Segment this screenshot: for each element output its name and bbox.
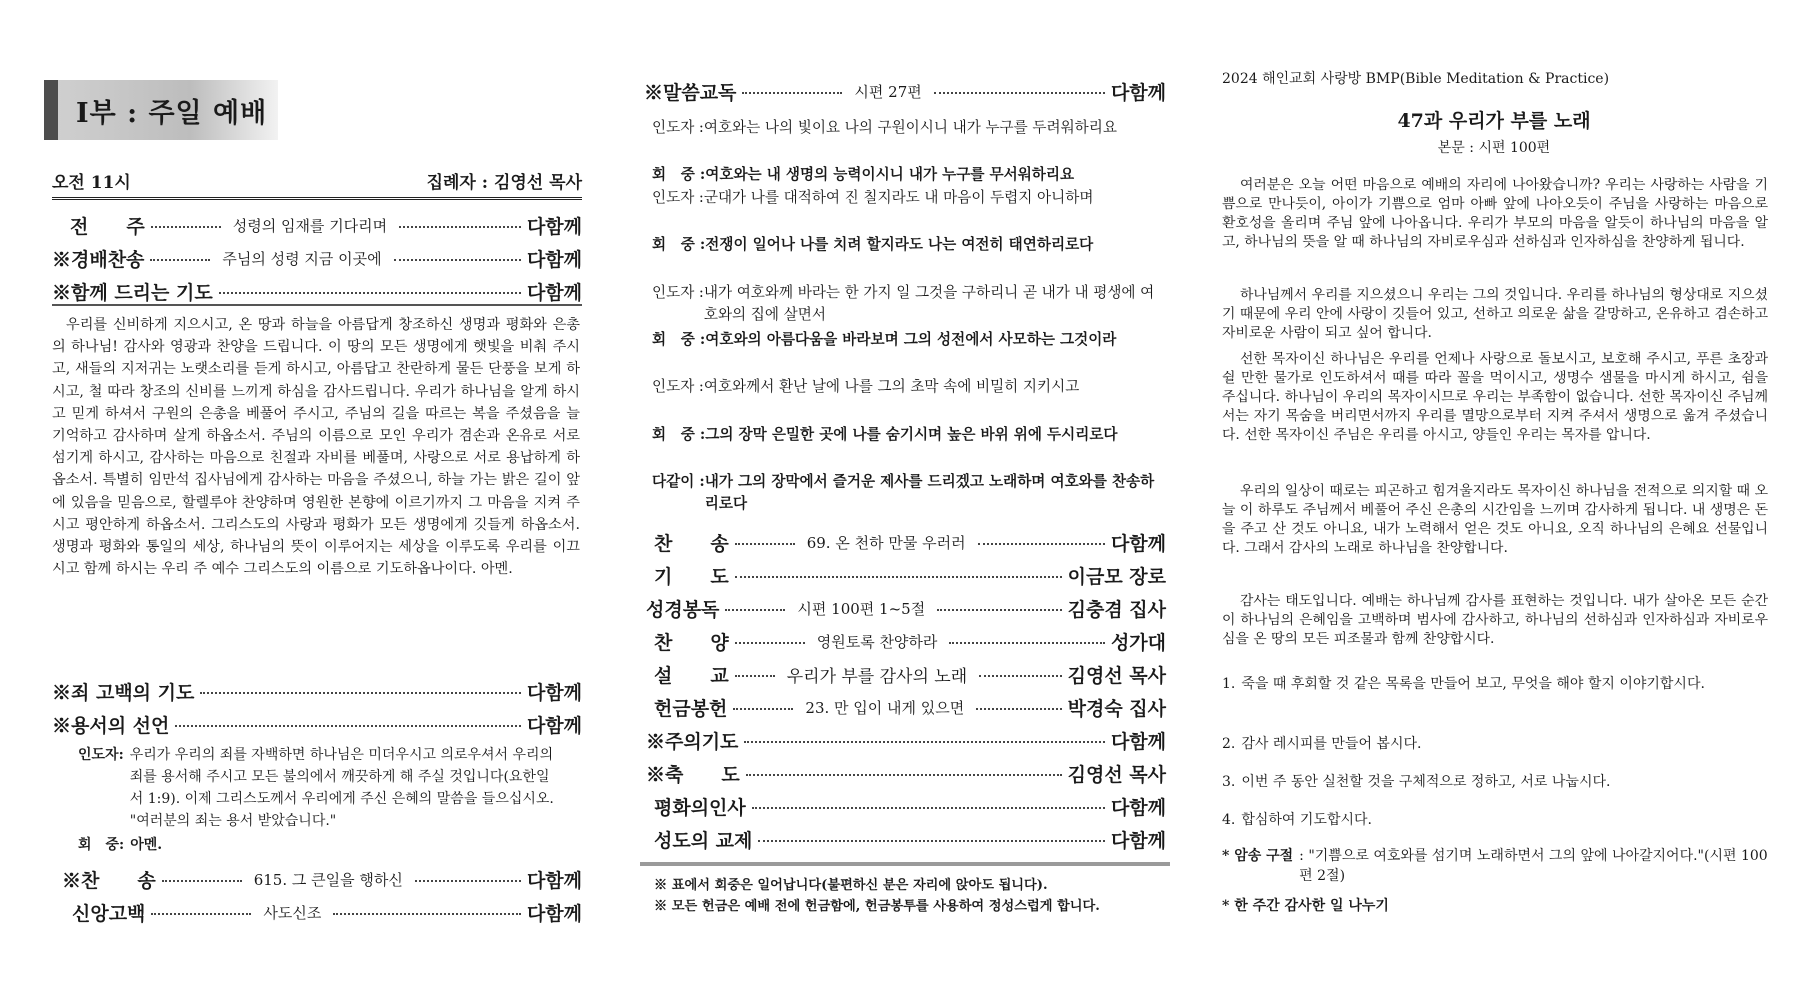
leader-dots <box>949 642 1105 644</box>
question-number: 2. <box>1222 736 1236 752</box>
order-row-peace <box>654 791 1166 821</box>
order-leader: 이금모 장로 <box>1067 565 1166 588</box>
order-leader: 다함께 <box>1110 730 1166 753</box>
order-row-offering <box>654 692 1166 722</box>
leader-dots <box>752 807 1105 809</box>
order-row-confession <box>52 676 582 706</box>
order-row-hymn <box>62 864 582 894</box>
order-detail: 사도신조 <box>263 903 322 922</box>
responsive-line <box>652 376 1162 398</box>
responsive-line <box>652 187 1162 209</box>
joint-prayer-text: 우리를 신비하게 지으시고, 온 땅과 하늘을 아름답게 창조하신 생명과 평화와 은총의 하나님! 감사와 영광과 찬양을 드립니다. 이 땅의 모든 생명에게 햇빛을 비춰 주시고, 새들의 지저귀는 노랫소리를 듣게 하시고, 아름답고 찬란하게 물든 단풍을 보게 하시고, 철 따라 창조의 신비를 느끼게 하심을 감사드립니다. 우리가 하나님을 알게 하시고 믿게 하셔서 구원의 은총을 베풀어 주시고, 주님의 길을 따르는 복을 주셨음을 늘 기억하고 감사하며 살게 하옵소서. 주님의 이름으로 모인 우리가 겸손과 온유로 서로 섬기게 하시고, 감사하는 마음으로 친절과 자비를 베풀며, 사랑으로 서로 용납하게 하옵소서. 특별히 임만석 집사님에게 감사하는 마음을 주셨으니, 하늘 가는 밝은 길이 앞에 있음을 믿음으로, 할렐루야 찬양하며 영원한 본향에 이르기까지 그 마음을 지켜 주시고 평안하게 하옵소서. 그리스도의 사랑과 평화가 모든 생명에게 깃들게 하옵소서. 생명과 평화와 통일의 세상, 하나님의 뜻이 이루어지는 세상을 이루도록 우리를 이끄시고 함께 하시는 우리 주 예수 그리스도의 이름으로 기도하옵나이다. 아멘. <box>52 317 580 578</box>
order-detail: 615. 그 큰일을 행하신 <box>253 870 403 889</box>
order-row-prelude <box>52 210 582 240</box>
leader-dots <box>333 913 521 915</box>
responsive-label: 회 중 : <box>652 426 706 443</box>
leader-dots <box>399 226 521 228</box>
responsive-label: 회 중 : <box>652 331 706 348</box>
order-leader: 다함께 <box>1110 81 1166 104</box>
leader-dots <box>162 880 242 882</box>
order-row-praise <box>52 243 582 273</box>
responsive-text: 군대가 나를 대적하여 진 칠지라도 내 마음이 두렵지 아니하며 <box>703 189 1094 206</box>
responsive-label: 회 중 : <box>652 236 706 253</box>
order-name: 헌금봉헌 <box>654 697 728 720</box>
order-leader: 성가대 <box>1110 631 1166 654</box>
order-row-lords-prayer <box>646 725 1166 755</box>
order-name: 평화의인사 <box>654 796 746 819</box>
leader-dots <box>979 675 1061 677</box>
order-detail: 영원토록 찬양하라 <box>816 632 938 651</box>
leader-dots <box>746 774 1062 776</box>
responsive-text: 전쟁이 일어나 나를 치려 할지라도 나는 여전히 태연하리로다 <box>705 236 1094 253</box>
order-detail: 시편 100편 1~5절 <box>797 599 926 618</box>
order-row-hymn-2 <box>654 527 1166 557</box>
order-leader: 다함께 <box>1110 829 1166 852</box>
leader-dots <box>742 92 842 94</box>
question-text: 합심하여 기도합시다. <box>1241 812 1372 828</box>
leader-dots <box>735 642 805 644</box>
order-name: ※축 도 <box>646 763 740 786</box>
leader-dots <box>200 692 521 694</box>
order-leader: 다함께 <box>526 681 582 704</box>
order-row-benediction <box>646 758 1166 788</box>
order-detail: 주님의 성령 지금 이곳에 <box>222 249 382 268</box>
question-number: 4. <box>1222 812 1236 828</box>
lesson-subtitle: 본문 : 시편 100편 <box>1437 140 1551 156</box>
order-name: 찬 양 <box>654 631 729 654</box>
leader-dots <box>151 226 221 228</box>
responsive-text: 여호와께서 환난 날에 나를 그의 초막 속에 비밀히 지키시고 <box>703 378 1080 395</box>
order-leader: 다함께 <box>526 215 582 238</box>
leader-dots <box>219 292 521 294</box>
question-number: 3. <box>1222 774 1236 790</box>
lesson-paragraph: 우리의 일상이 때로는 피곤하고 힘겨울지라도 목자이신 하나님을 전적으로 의지할 때 오늘 이 하루도 주님께서 베풀어 주신 은총의 시간임을 느끼며 감사하게 됩니다. 내 생명은 돈을 주고 산 것도 아니요, 내가 노력해서 얻은 것도 아니요, 오직 하나님의 은혜요 선물입니다. 그래서 감사의 노래로 하나님을 찬양합니다. <box>1222 483 1768 556</box>
order-name: ※말씀교독 <box>644 81 737 104</box>
responsive-line <box>652 117 1162 139</box>
responsive-line <box>652 329 1162 351</box>
order-row-joint-prayer <box>52 276 582 306</box>
order-name: ※찬 송 <box>62 869 156 892</box>
leader-dots <box>150 259 210 261</box>
leader-dots <box>733 708 793 710</box>
order-name: 설 교 <box>654 664 729 687</box>
order-name: ※죄 고백의 기도 <box>52 681 195 704</box>
responsive-label: 인도자 : <box>652 189 704 206</box>
bmp-header: 2024 해인교회 사랑방 BMP(Bible Meditation & Practice) <box>1222 71 1610 87</box>
congregation-label: 회 중: <box>78 837 125 853</box>
order-row-anthem <box>654 626 1166 656</box>
time-officiant-row <box>52 168 582 200</box>
order-detail: 우리가 부를 감사의 노래 <box>786 666 968 687</box>
absolution-label: 인도자: <box>78 747 124 763</box>
congregation-text: 아멘. <box>130 837 163 853</box>
note: ※ 표에서 회중은 일어납니다(불편하신 분은 자리에 앉아도 됩니다). <box>654 878 1048 893</box>
leader-dots <box>735 576 1062 578</box>
order-name: 성도의 교제 <box>654 829 753 852</box>
leader-dots <box>934 92 1105 94</box>
responsive-text: 내가 그의 장막에서 즐거운 제사를 드리겠고 노래하며 여호와를 찬송하리로다 <box>704 473 1155 512</box>
order-row-scripture <box>646 593 1166 623</box>
order-leader: 다함께 <box>526 281 582 304</box>
lesson-title: 47과 우리가 부를 노래 <box>1397 110 1591 132</box>
question-item <box>1222 810 1768 830</box>
responsive-line <box>652 282 1162 326</box>
question-number: 1. <box>1222 676 1236 692</box>
order-detail: 성령의 임재를 기다리며 <box>232 216 388 235</box>
order-name: 성경봉독 <box>646 598 720 621</box>
leader-dots <box>415 880 521 882</box>
responsive-label: 인도자 : <box>652 284 704 301</box>
memory-text: : "기쁨으로 여호와를 섬기며 노래하면서 그의 앞에 나아갈지어다."(시편 100편 2절) <box>1299 848 1768 884</box>
order-row-responsive-reading <box>644 76 1166 106</box>
responsive-text: 내가 여호와께 바라는 한 가지 일 그것을 구하리니 곧 내가 내 평생에 여호와의 집에 살면서 <box>703 284 1155 323</box>
question-item <box>1222 674 1768 694</box>
service-time: 오전 11시 <box>52 173 131 193</box>
order-leader: 다함께 <box>1110 532 1166 555</box>
leader-dots <box>151 913 251 915</box>
responsive-text: 여호와는 나의 빛이요 나의 구원이시니 내가 누구를 두려워하리요 <box>703 119 1117 136</box>
responsive-line <box>652 471 1162 515</box>
order-row-absolution <box>52 709 582 739</box>
leader-dots <box>735 543 795 545</box>
lesson-paragraph: 감사는 태도입니다. 예배는 하나님께 감사를 표현하는 것입니다. 내가 살아온 모든 순간이 하나님의 은혜임을 고백하며 범사에 감사하고, 하나님의 선하심과 인자하심과 자비로우심을 온 땅의 모든 피조물과 함께 찬양합시다. <box>1222 593 1768 647</box>
responsive-line <box>652 234 1162 256</box>
leader-dots <box>735 675 775 677</box>
order-leader: 다함께 <box>526 902 582 925</box>
leader-dots <box>725 609 785 611</box>
divider <box>640 862 1170 866</box>
responsive-label: 회 중 : <box>652 166 706 183</box>
order-leader: 박경숙 집사 <box>1067 697 1166 720</box>
absolution-block <box>78 744 558 832</box>
order-row-creed <box>72 897 582 927</box>
lesson-paragraph: 하나님께서 우리를 지으셨으니 우리는 그의 것입니다. 우리를 하나님의 형상대로 지으셨기 때문에 우리 안에 사랑이 깃들어 있고, 선하고 의로운 삶을 갈망하고, 온유하고 겸손하고 자비로운 사람이 되고 싶어 합니다. <box>1222 287 1768 341</box>
order-name: 찬 송 <box>654 532 729 555</box>
officiant: 집례자 : 김영선 목사 <box>426 173 582 193</box>
responsive-line <box>652 424 1162 446</box>
order-name: 신앙고백 <box>72 902 146 925</box>
responsive-line <box>652 164 1162 186</box>
leader-dots <box>175 725 521 727</box>
question-text: 감사 레시피를 만들어 봅시다. <box>1241 736 1422 752</box>
order-leader: 다함께 <box>526 714 582 737</box>
share-item <box>1222 896 1768 916</box>
absolution-text: 우리가 우리의 죄를 자백하면 하나님은 미더우시고 의로우셔서 우리의 죄를 용서해 주시고 모든 불의에서 깨끗하게 해 주실 것입니다(요한일서 1:9). 이제 그리스도께서 우리에게 주신 은혜의 말씀을 들으십시오. "여러분의 죄는 용서 받았습니다." <box>129 747 554 829</box>
order-detail: 시편 27편 <box>854 82 922 101</box>
order-name: ※주의기도 <box>646 730 739 753</box>
leader-dots <box>978 543 1105 545</box>
order-leader: 다함께 <box>526 248 582 271</box>
memory-label: * 암송 구절 <box>1222 848 1294 864</box>
responsive-text: 여호와의 아름다움을 바라보며 그의 성전에서 사모하는 그것이라 <box>705 331 1117 348</box>
divider <box>52 304 582 306</box>
share-text: * 한 주간 감사한 일 나누기 <box>1222 898 1389 914</box>
lesson-paragraph: 여러분은 오늘 어떤 마음으로 예배의 자리에 나아왔습니까? 우리는 사랑하는 사람을 기쁨으로 만나듯이, 아이가 기쁨으로 엄마 아빠 앞에 나아오듯이 주님을 사랑하는 마음으로 환호성을 올리며 주님 앞에 나아옵니다. 우리가 부모의 마음을 알듯이 하나님의 마음을 알고, 하나님의 뜻을 알 때 하나님의 자비로우심과 선하심과 인자하심을 찬양하게 됩니다. <box>1222 177 1768 250</box>
order-name: ※용서의 선언 <box>52 714 170 737</box>
question-item <box>1222 772 1768 792</box>
leader-dots <box>744 741 1105 743</box>
memory-verse <box>1222 846 1768 886</box>
order-leader: 김영선 목사 <box>1067 763 1166 786</box>
order-row-sermon <box>654 659 1166 689</box>
responsive-label: 인도자 : <box>652 378 704 395</box>
question-text: 이번 주 동안 실천할 것을 구체적으로 정하고, 서로 나눕시다. <box>1241 774 1611 790</box>
leader-dots <box>394 259 521 261</box>
responsive-label: 다같이 : <box>652 473 705 490</box>
order-detail: 23. 만 입이 내게 있으면 <box>805 698 965 717</box>
leader-dots <box>758 840 1105 842</box>
lesson-paragraph: 선한 목자이신 하나님은 우리를 언제나 사랑으로 돌보시고, 보호해 주시고, 푸른 초장과 쉴 만한 물가로 인도하셔서 때를 따라 꼴을 먹이시고, 생명수 샘물을 마시게 하시고, 쉼을 주십니다. 하나님이 우리의 목자이시므로 우리는 부족함이 없습니다. 선한 목자이신 주님께서는 자기 목숨을 버리면서까지 우리를 멸망으로부터 지켜 주셔서 생명으로 옮겨 주셨습니다. 선한 목자이신 주님은 우리를 아시고, 양들인 우리는 목자를 압니다. <box>1222 351 1768 443</box>
leader-dots <box>937 609 1061 611</box>
order-row-fellowship <box>654 824 1166 854</box>
order-name: ※함께 드리는 기도 <box>52 281 213 304</box>
order-name: 기 도 <box>654 565 729 588</box>
order-leader: 김영선 목사 <box>1067 664 1166 687</box>
order-leader: 다함께 <box>1110 796 1166 819</box>
order-name: ※경배찬송 <box>52 248 145 271</box>
order-detail: 69. 온 천하 만물 우러러 <box>806 533 966 552</box>
order-leader: 김충겸 집사 <box>1067 598 1166 621</box>
question-text: 죽을 때 후회할 것 같은 목록을 만들어 보고, 무엇을 해야 할지 이야기합시다. <box>1241 676 1705 692</box>
leader-dots <box>976 708 1061 710</box>
responsive-label: 인도자 : <box>652 119 704 136</box>
responsive-text: 여호와는 내 생명의 능력이시니 내가 누구를 무서워하리요 <box>705 166 1075 183</box>
order-leader: 다함께 <box>526 869 582 892</box>
section-title: I부 : 주일 예배 <box>44 80 278 140</box>
order-name: 전 주 <box>70 215 145 238</box>
question-item <box>1222 734 1768 754</box>
congregation-block <box>78 834 558 856</box>
note: ※ 모든 헌금은 예배 전에 헌금함에, 헌금봉투를 사용하여 정성스럽게 합니다. <box>654 899 1100 914</box>
responsive-text: 그의 장막 은밀한 곳에 나를 숨기시며 높은 바위 위에 두시리로다 <box>705 426 1118 443</box>
order-row-prayer <box>654 560 1166 590</box>
